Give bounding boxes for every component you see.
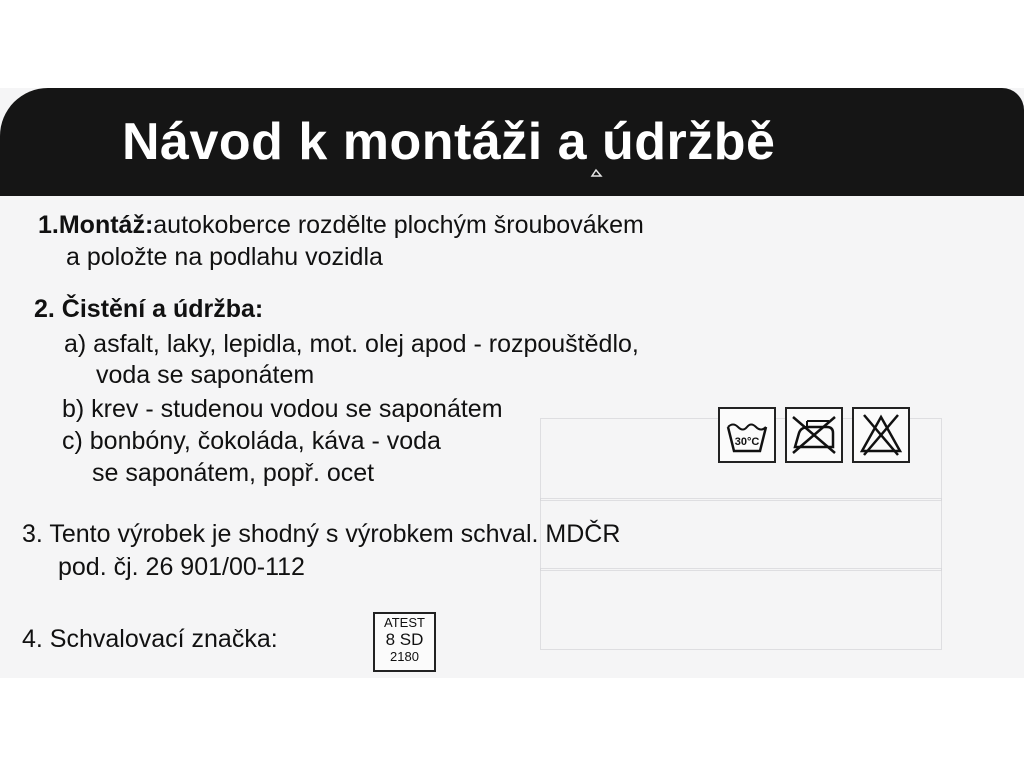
stamp-line-1: ATEST xyxy=(384,615,425,630)
wash-temperature-label: 30°C xyxy=(734,436,760,448)
shoda-line-1: 3. Tento výrobek je shodný s výrobkem schval. MDČR xyxy=(22,520,621,548)
cisteni-heading: 2. Čistění a údržba: xyxy=(34,295,264,323)
montaz-line-2: a položte na podlahu vozidla xyxy=(66,243,383,271)
cisteni-item-c-line-2: se saponátem, popř. ocet xyxy=(92,459,375,487)
shoda-line-2: pod. čj. 26 901/00-112 xyxy=(58,553,305,581)
montaz-heading: 1.Montáž: xyxy=(38,211,154,239)
wash-30-icon xyxy=(718,407,776,463)
page-title: Návod k montáži a údržbě xyxy=(122,113,776,171)
bleed-through-row xyxy=(540,568,942,571)
cisteni-item-a-line-2: voda se saponátem xyxy=(96,361,315,389)
approval-stamp xyxy=(373,612,436,672)
instruction-card xyxy=(0,88,1024,678)
bleed-through-row xyxy=(540,498,942,501)
stamp-line-2: 8 SD xyxy=(385,630,424,649)
no-bleach-icon xyxy=(852,407,910,463)
znacka-label: 4. Schvalovací značka: xyxy=(22,625,278,653)
no-iron-icon xyxy=(785,407,843,463)
scratch-mark-icon xyxy=(590,168,604,178)
montaz-text: autokoberce rozdělte plochým šroubovákem xyxy=(153,211,644,239)
title-bar xyxy=(0,88,1024,196)
stamp-line-3: 2180 xyxy=(390,649,419,664)
cisteni-item-a-line-1: a) asfalt, laky, lepidla, mot. olej apod - rozpouštědlo, xyxy=(64,330,639,358)
cisteni-item-c-line-1: c) bonbóny, čokoláda, káva - voda xyxy=(62,427,441,455)
cisteni-item-b: b) krev - studenou vodou se saponátem xyxy=(62,395,503,423)
montaz-line-1 xyxy=(38,210,644,240)
